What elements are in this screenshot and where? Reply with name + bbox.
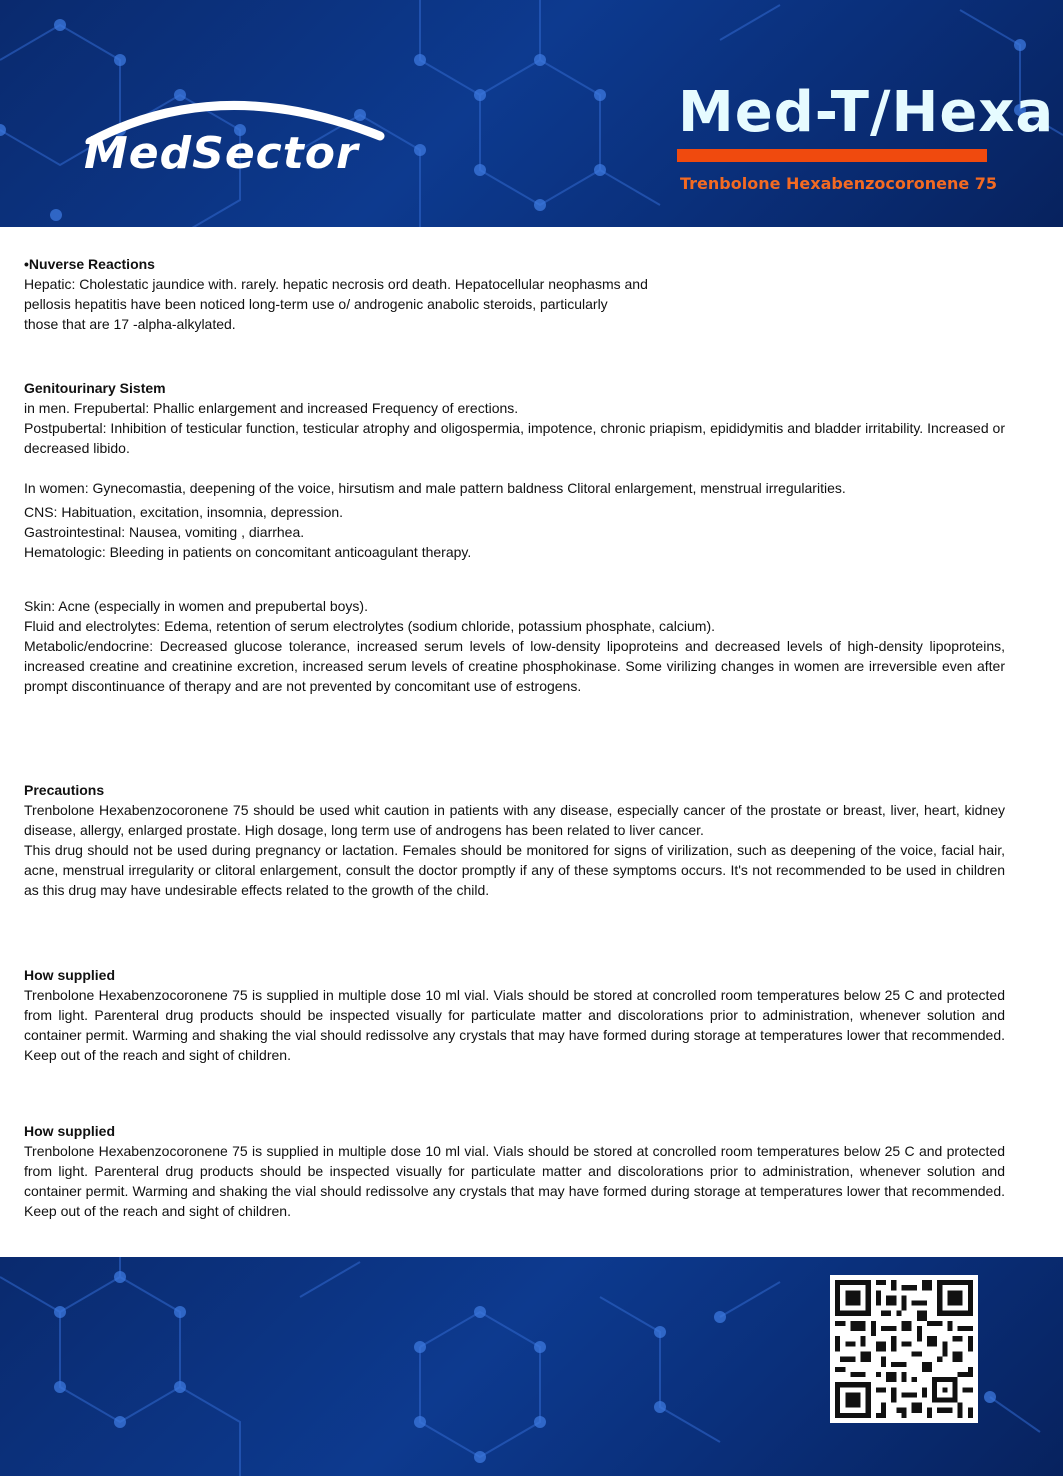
how-supplied-paragraph-2: Trenbolone Hexabenzocoronene 75 is supplied in multiple dose 10 ml vial. Vials should be stored at concrolled room temperatures below 25 C and protected from light. Parenteral drug products should be inspected visually for particulate matter and discolorations prior to administration, whenever solution and container permit. Warming and shaking the vial should redissolve any crystals that may have formed during storage at temperatures lower that recommended. Keep out of the reach and sight of children.	[24, 1143, 1005, 1219]
medsector-logo	[80, 84, 390, 194]
adverse-reactions-heading: •Nuverse Reactions	[24, 256, 155, 272]
header-banner	[0, 0, 1063, 227]
genitourinary-postpubertal: Postpubertal: Inhibition of testicular function, testicular atrophy and oligospermia, impotence, chronic priapism, epididymitis and bladder irritability. Increased or decreased libido.	[24, 420, 1005, 456]
hepatic-line-1: Hepatic: Cholestatic jaundice with. rarely. hepatic necrosis ord death. Hepatocellular neophasms and	[24, 276, 648, 292]
precautions-paragraph-2: This drug should not be used during pregnancy or lactation. Females should be monitored for signs of virilization, such as deepening of the voice, facial hair, acne, menstrual irregularity or clitoral enlargement, consult the doctor promptly if any of these symptoms occurs. It's not recommended to be used in children as this drug may have undesirable effects related to the growth of the child.	[24, 842, 1005, 898]
skin-line: Skin: Acne (especially in women and prepubertal boys).	[24, 598, 368, 614]
genitourinary-heading: Genitourinary Sistem	[24, 380, 166, 396]
genitourinary-women: In women: Gynecomastia, deepening of the voice, hirsutism and male pattern baldness Clitoral enlargement, menstrual irregularities.	[24, 480, 846, 496]
product-subtitle: Trenbolone Hexabenzocoronene 75	[680, 174, 998, 193]
qr-code-icon	[830, 1275, 978, 1423]
hematologic-line: Hematologic: Bleeding in patients on concomitant anticoagulant therapy.	[24, 544, 472, 560]
document-body	[24, 254, 1005, 1221]
cns-line: CNS: Habituation, excitation, insomnia, depression.	[24, 504, 344, 520]
precautions-heading: Precautions	[24, 782, 105, 798]
gastrointestinal-line: Gastrointestinal: Nausea, vomiting , diarrhea.	[24, 524, 305, 540]
hepatic-line-3: those that are 17 -alpha-alkylated.	[24, 316, 236, 332]
precautions-paragraph-1: Trenbolone Hexabenzocoronene 75 should be used whit caution in patients with any disease, especially cancer of the prostate or breast, liver, heart, kidney disease, allergy, enlarged prostate. High dosage, long term use of androgens has been related to liver cancer.	[24, 802, 1005, 838]
genitourinary-men: in men. Frepubertal: Phallic enlargement and increased Frequency of erections.	[24, 400, 519, 416]
how-supplied-paragraph-1: Trenbolone Hexabenzocoronene 75 is supplied in multiple dose 10 ml vial. Vials should be stored at concrolled room temperatures below 25 C and protected from light. Parenteral drug products should be inspected visually for particulate matter and discolorations prior to administration, whenever solution and container permit. Warming and shaking the vial should redissolve any crystals that may have formed during storage at temperatures lower that recommended. Keep out of the reach and sight of children.	[24, 987, 1005, 1063]
title-accent-bar	[677, 149, 987, 162]
footer-banner	[0, 1257, 1063, 1476]
brand-name: MedSector	[84, 128, 359, 179]
metabolic-paragraph: Metabolic/endocrine: Decreased glucose tolerance, increased serum levels of low-density lipoproteins and decreased levels of high-density lipoproteins, increased creatine and creatinine excretion, increased serum levels of creatine phosphokinase. Some virilizing changes in women are irreversible even after prompt discontinuance of therapy and are not prevented by concomitant use of estrogens.	[24, 638, 1005, 694]
how-supplied-heading-1: How supplied	[24, 967, 115, 983]
qr-code[interactable]	[830, 1275, 978, 1423]
how-supplied-heading-2: How supplied	[24, 1123, 115, 1139]
fluid-line: Fluid and electrolytes: Edema, retention of serum electrolytes (sodium chloride, potassium phosphate, calcium).	[24, 618, 715, 634]
product-title: Med-T/Hexa	[678, 80, 1055, 145]
hepatic-line-2: pellosis hepatitis have been noticed long-term use o/ androgenic anabolic steroids, particularly	[24, 296, 608, 312]
